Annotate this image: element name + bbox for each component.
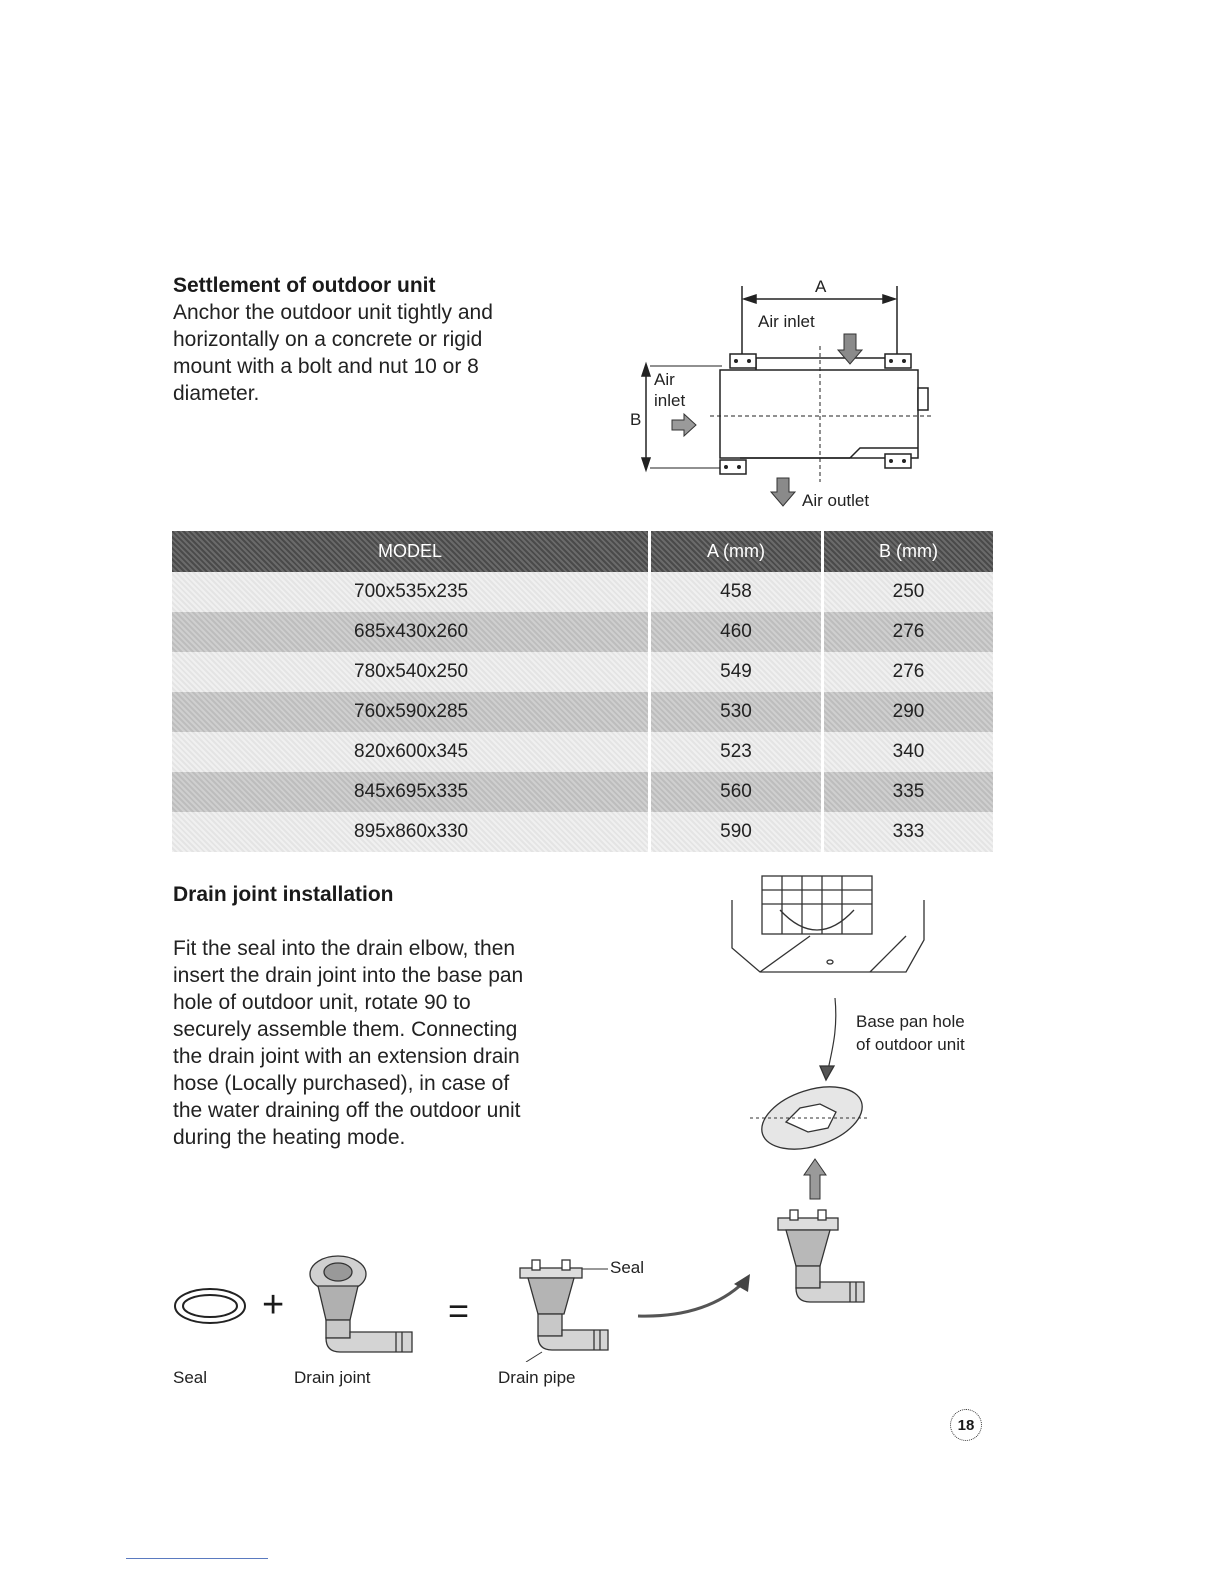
cell-a: 530 xyxy=(651,692,821,732)
cell-model: 895x860x330 xyxy=(172,812,648,852)
settlement-text xyxy=(173,299,493,407)
air-outlet-arrow-icon xyxy=(771,478,795,506)
cell-a: 560 xyxy=(651,772,821,812)
drain-pipe-label: Drain pipe xyxy=(498,1368,576,1387)
dim-b-arrow-top xyxy=(642,364,650,376)
header-a: A (mm) xyxy=(651,531,821,572)
insert-arrow-line xyxy=(828,998,836,1070)
table-header xyxy=(172,531,993,572)
drain-heading: Drain joint installation xyxy=(173,883,394,906)
table-row xyxy=(172,612,993,652)
air-inlet-side-label-2: inlet xyxy=(654,391,686,410)
table-row xyxy=(172,732,993,772)
settlement-line: Anchor the outdoor unit tightly and xyxy=(173,301,493,324)
cell-a: 523 xyxy=(651,732,821,772)
service-valve xyxy=(918,388,928,410)
drain-line: hole of outdoor unit, rotate 90 to xyxy=(173,991,471,1014)
mount-foot xyxy=(730,354,756,368)
footer-rule xyxy=(126,1558,268,1559)
header-model: MODEL xyxy=(172,531,648,572)
unit-base-outline xyxy=(732,900,924,972)
dim-a-label: A xyxy=(815,277,827,296)
settlement-heading: Settlement of outdoor unit xyxy=(173,274,436,297)
assembled-drain-pipe xyxy=(770,1206,880,1310)
settlement-line: horizontally on a concrete or rigid xyxy=(173,328,483,351)
page-number: 18 xyxy=(950,1409,982,1441)
drain-line: during the heating mode. xyxy=(173,1126,406,1149)
header-b: B (mm) xyxy=(824,531,993,572)
base-pan-hole-icon xyxy=(827,960,833,964)
unit-fan-grille xyxy=(762,876,872,934)
table-row xyxy=(172,812,993,852)
dim-b-arrow-bottom xyxy=(642,458,650,470)
up-arrow-icon xyxy=(802,1157,828,1201)
cell-model: 760x590x285 xyxy=(172,692,648,732)
cell-b: 276 xyxy=(824,652,993,692)
drain-line: insert the drain joint into the base pan xyxy=(173,964,524,987)
cell-a: 590 xyxy=(651,812,821,852)
seal-ring-icon xyxy=(172,1286,248,1326)
insert-arrow-head-icon xyxy=(820,1066,834,1080)
drain-line: the drain joint with an extension drain xyxy=(173,1045,520,1068)
dim-b-label: B xyxy=(630,410,642,429)
mount-foot xyxy=(885,354,911,368)
plus-sign: + xyxy=(262,1284,285,1326)
cell-b: 250 xyxy=(824,572,993,612)
drain-line: the water draining off the outdoor unit xyxy=(173,1099,521,1122)
table-row xyxy=(172,572,993,612)
dimensions-table xyxy=(172,531,993,852)
drain-joint-label: Drain joint xyxy=(294,1368,371,1387)
air-inlet-top-arrow-icon xyxy=(838,334,862,364)
seal-label: Seal xyxy=(173,1368,208,1387)
cell-b: 290 xyxy=(824,692,993,732)
cell-b: 276 xyxy=(824,612,993,652)
cell-a: 460 xyxy=(651,612,821,652)
unit-body xyxy=(720,370,918,458)
mount-foot xyxy=(885,454,911,468)
drain-pipe-icon xyxy=(512,1256,622,1362)
drain-text xyxy=(173,935,523,1151)
curved-arrow-icon xyxy=(636,1272,756,1324)
dim-a-arrow-right xyxy=(883,295,895,303)
equals-sign: = xyxy=(448,1290,470,1331)
table-row xyxy=(172,692,993,732)
cell-model: 685x430x260 xyxy=(172,612,648,652)
air-inlet-side-arrow-icon xyxy=(672,414,696,436)
dim-a-arrow-left xyxy=(744,295,756,303)
air-inlet-top-label: Air inlet xyxy=(758,312,815,331)
cell-a: 549 xyxy=(651,652,821,692)
cell-model: 820x600x345 xyxy=(172,732,648,772)
cell-a: 458 xyxy=(651,572,821,612)
settlement-line: diameter. xyxy=(173,382,260,405)
seal-callout-label: Seal xyxy=(610,1258,645,1277)
cell-model: 700x535x235 xyxy=(172,572,648,612)
drain-joint-icon xyxy=(300,1254,420,1358)
cell-model: 780x540x250 xyxy=(172,652,648,692)
air-outlet-label: Air outlet xyxy=(802,491,870,510)
settlement-line: mount with a bolt and nut 10 or 8 xyxy=(173,355,479,378)
cell-b: 340 xyxy=(824,732,993,772)
base-pan-label-2: of outdoor unit xyxy=(856,1035,965,1054)
drain-line: hose (Locally purchased), in case of xyxy=(173,1072,510,1095)
air-inlet-side-label-1: Air xyxy=(654,370,675,389)
table-row xyxy=(172,772,993,812)
drain-line: securely assemble them. Connecting xyxy=(173,1018,518,1041)
mount-foot xyxy=(720,460,746,474)
drain-line: Fit the seal into the drain elbow, then xyxy=(173,937,516,960)
cell-model: 845x695x335 xyxy=(172,772,648,812)
cell-b: 333 xyxy=(824,812,993,852)
cell-b: 335 xyxy=(824,772,993,812)
table-row xyxy=(172,652,993,692)
base-pan-label-1: Base pan hole xyxy=(856,1012,965,1031)
